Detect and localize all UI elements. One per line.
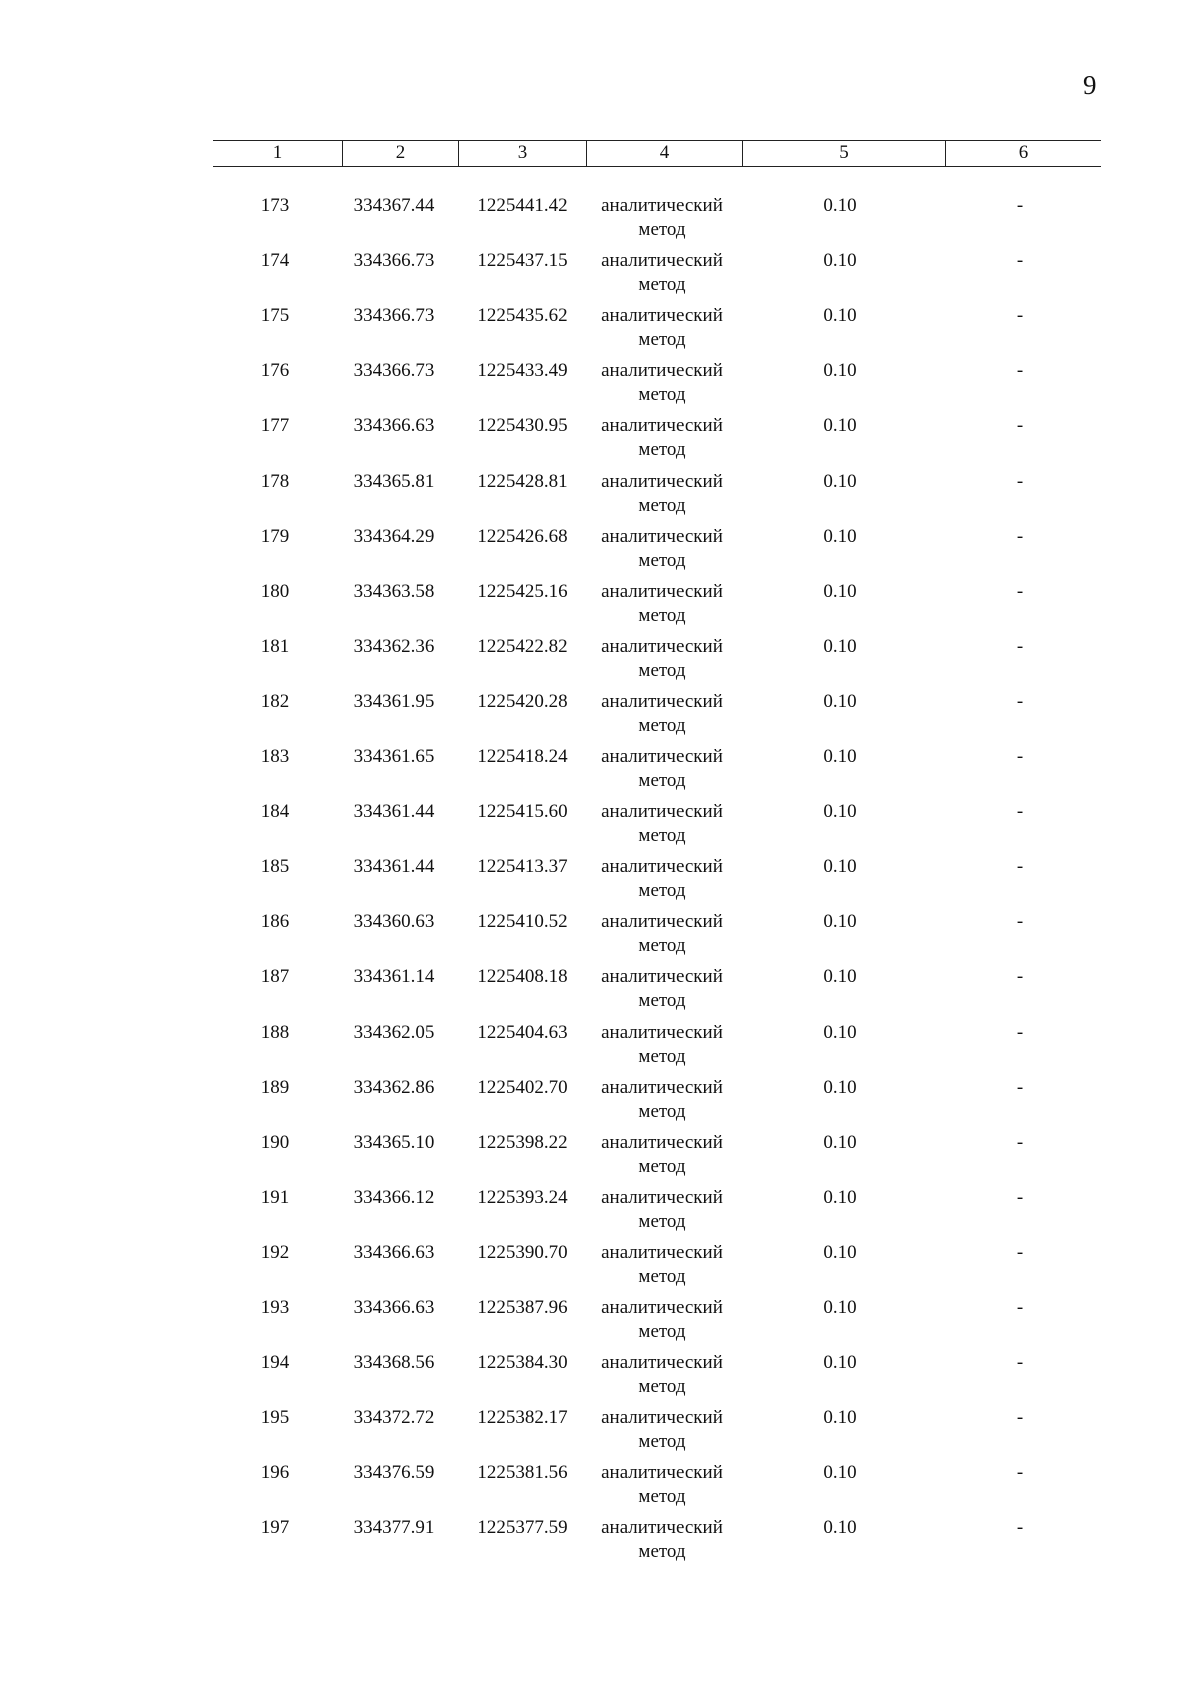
method-cell: аналитический метод — [601, 415, 723, 461]
y-coordinate-cell: 1225420.28 — [477, 690, 568, 712]
method-cell: аналитический метод — [601, 1352, 723, 1398]
x-coordinate-cell: 334362.36 — [353, 635, 435, 657]
note-cell: - — [1016, 415, 1024, 437]
table-row — [0, 1186, 1200, 1241]
method-cell: аналитический метод — [601, 250, 723, 296]
x-coordinate-cell: 334366.12 — [353, 1186, 435, 1208]
note-cell: - — [1016, 1186, 1024, 1208]
accuracy-cell: 0.10 — [823, 525, 857, 547]
accuracy-cell: 0.10 — [823, 305, 857, 327]
accuracy-cell: 0.10 — [823, 911, 857, 933]
method-cell: аналитический метод — [601, 525, 723, 571]
accuracy-cell: 0.10 — [823, 1297, 857, 1318]
point-number-cell: 176 — [260, 360, 290, 382]
y-coordinate-cell: 1225390.70 — [477, 1241, 568, 1263]
x-coordinate-cell: 334361.44 — [353, 856, 435, 878]
x-coordinate-cell: 334361.14 — [353, 966, 435, 988]
y-coordinate-cell: 1225437.15 — [477, 250, 568, 272]
y-coordinate-cell: 1225413.37 — [477, 856, 568, 878]
accuracy-cell: 0.10 — [823, 1407, 857, 1429]
table-row — [0, 1021, 1200, 1076]
x-coordinate-cell: 334366.73 — [353, 360, 435, 382]
table-row — [0, 745, 1200, 800]
table-row — [0, 910, 1200, 965]
point-number-cell: 179 — [260, 525, 290, 547]
point-number-cell: 184 — [260, 801, 290, 823]
method-cell: аналитический метод — [601, 1186, 723, 1232]
method-cell: аналитический метод — [601, 360, 723, 406]
point-number-cell: 182 — [260, 690, 290, 712]
point-number-cell: 194 — [260, 1352, 290, 1374]
column-header-1: 1 — [272, 142, 283, 163]
method-cell: аналитический метод — [601, 1131, 723, 1177]
x-coordinate-cell: 334366.73 — [353, 250, 435, 272]
method-cell: аналитический метод — [601, 1076, 723, 1122]
point-number-cell: 183 — [260, 746, 290, 767]
y-coordinate-cell: 1225422.82 — [477, 635, 568, 657]
y-coordinate-cell: 1225404.63 — [477, 1021, 568, 1043]
y-coordinate-cell: 1225384.30 — [477, 1352, 568, 1374]
table-row — [0, 800, 1200, 855]
column-header-4: 4 — [659, 142, 670, 163]
method-cell: аналитический метод — [601, 911, 723, 957]
x-coordinate-cell: 334365.81 — [353, 470, 435, 492]
accuracy-cell: 0.10 — [823, 856, 857, 878]
point-number-cell: 189 — [260, 1076, 290, 1098]
table-row — [0, 470, 1200, 525]
table-row — [0, 414, 1200, 469]
method-cell: аналитический метод — [601, 1297, 723, 1342]
accuracy-cell: 0.10 — [823, 1076, 857, 1098]
point-number-cell: 186 — [260, 911, 290, 933]
x-coordinate-cell: 334361.95 — [353, 690, 435, 712]
header-bottom-rule — [213, 166, 1101, 167]
note-cell: - — [1016, 250, 1024, 272]
point-number-cell: 191 — [260, 1186, 290, 1208]
accuracy-cell: 0.10 — [823, 801, 857, 823]
point-number-cell: 177 — [260, 415, 290, 437]
method-cell: аналитический метод — [601, 305, 723, 351]
y-coordinate-cell: 1225393.24 — [477, 1186, 568, 1208]
method-cell: аналитический метод — [601, 470, 723, 516]
y-coordinate-cell: 1225441.42 — [477, 195, 568, 216]
note-cell: - — [1016, 1407, 1024, 1429]
column-header-5: 5 — [839, 142, 849, 163]
note-cell: - — [1016, 1076, 1024, 1098]
note-cell: - — [1016, 1241, 1024, 1263]
accuracy-cell: 0.10 — [823, 690, 857, 712]
accuracy-cell: 0.10 — [823, 360, 857, 382]
method-cell: аналитический метод — [601, 801, 723, 847]
column-header-6: 6 — [1018, 142, 1029, 163]
y-coordinate-cell: 1225398.22 — [477, 1131, 568, 1153]
note-cell: - — [1016, 1352, 1024, 1374]
point-number-cell: 174 — [260, 250, 290, 272]
x-coordinate-cell: 334372.72 — [353, 1407, 435, 1429]
table-row — [0, 1076, 1200, 1131]
table-row — [0, 1461, 1200, 1516]
note-cell: - — [1016, 470, 1024, 492]
table-row — [0, 635, 1200, 690]
point-number-cell: 197 — [260, 1517, 290, 1539]
note-cell: - — [1016, 195, 1024, 216]
y-coordinate-cell: 1225430.95 — [477, 415, 568, 437]
y-coordinate-cell: 1225387.96 — [477, 1297, 568, 1318]
note-cell: - — [1016, 525, 1024, 547]
x-coordinate-cell: 334377.91 — [353, 1517, 435, 1539]
table-row — [0, 1296, 1200, 1351]
point-number-cell: 178 — [260, 470, 290, 492]
table-row — [0, 525, 1200, 580]
method-cell: аналитический метод — [601, 690, 723, 736]
x-coordinate-cell: 334365.10 — [353, 1131, 435, 1153]
x-coordinate-cell: 334361.65 — [353, 746, 435, 767]
accuracy-cell: 0.10 — [823, 470, 857, 492]
accuracy-cell: 0.10 — [823, 1241, 857, 1263]
method-cell: аналитический метод — [601, 1407, 723, 1453]
accuracy-cell: 0.10 — [823, 580, 857, 602]
accuracy-cell: 0.10 — [823, 1186, 857, 1208]
method-cell: аналитический метод — [601, 746, 723, 791]
table-row — [0, 1406, 1200, 1461]
accuracy-cell: 0.10 — [823, 746, 857, 767]
point-number-cell: 193 — [260, 1297, 290, 1318]
point-number-cell: 181 — [260, 635, 290, 657]
method-cell: аналитический метод — [601, 856, 723, 902]
note-cell: - — [1016, 690, 1024, 712]
note-cell: - — [1016, 1517, 1024, 1539]
point-number-cell: 195 — [260, 1407, 290, 1429]
point-number-cell: 188 — [260, 1021, 290, 1043]
accuracy-cell: 0.10 — [823, 1021, 857, 1043]
note-cell: - — [1016, 911, 1024, 933]
method-cell: аналитический метод — [601, 1462, 723, 1508]
note-cell: - — [1016, 1131, 1024, 1153]
table-row — [0, 1241, 1200, 1296]
column-header-2: 2 — [395, 142, 406, 163]
x-coordinate-cell: 334366.73 — [353, 305, 435, 327]
note-cell: - — [1016, 580, 1024, 602]
point-number-cell: 180 — [260, 580, 290, 602]
note-cell: - — [1016, 1021, 1024, 1043]
accuracy-cell: 0.10 — [823, 415, 857, 437]
accuracy-cell: 0.10 — [823, 966, 857, 988]
y-coordinate-cell: 1225426.68 — [477, 525, 568, 547]
accuracy-cell: 0.10 — [823, 195, 857, 216]
accuracy-cell: 0.10 — [823, 635, 857, 657]
accuracy-cell: 0.10 — [823, 250, 857, 272]
table-row — [0, 304, 1200, 359]
x-coordinate-cell: 334376.59 — [353, 1462, 435, 1484]
x-coordinate-cell: 334368.56 — [353, 1352, 435, 1374]
point-number-cell: 196 — [260, 1462, 290, 1484]
y-coordinate-cell: 1225381.56 — [477, 1462, 568, 1484]
y-coordinate-cell: 1225425.16 — [477, 580, 568, 602]
column-header-3: 3 — [517, 142, 528, 163]
y-coordinate-cell: 1225377.59 — [477, 1517, 568, 1539]
method-cell: аналитический метод — [601, 580, 723, 626]
y-coordinate-cell: 1225433.49 — [477, 360, 568, 382]
y-coordinate-cell: 1225428.81 — [477, 470, 568, 492]
method-cell: аналитический метод — [601, 1241, 723, 1287]
accuracy-cell: 0.10 — [823, 1352, 857, 1374]
y-coordinate-cell: 1225410.52 — [477, 911, 568, 933]
x-coordinate-cell: 334364.29 — [353, 525, 435, 547]
table-row — [0, 965, 1200, 1020]
accuracy-cell: 0.10 — [823, 1517, 857, 1539]
x-coordinate-cell: 334360.63 — [353, 911, 435, 933]
method-cell: аналитический метод — [601, 1021, 723, 1067]
table-row — [0, 855, 1200, 910]
y-coordinate-cell: 1225435.62 — [477, 305, 568, 327]
point-number-cell: 175 — [260, 305, 290, 327]
accuracy-cell: 0.10 — [823, 1462, 857, 1484]
method-cell: аналитический метод — [601, 1517, 723, 1563]
x-coordinate-cell: 334366.63 — [353, 1241, 435, 1263]
page-number: 9 — [1083, 70, 1097, 100]
method-cell: аналитический метод — [601, 966, 723, 1012]
x-coordinate-cell: 334362.86 — [353, 1076, 435, 1098]
note-cell: - — [1016, 1462, 1024, 1484]
note-cell: - — [1016, 360, 1024, 382]
table-row — [0, 1516, 1200, 1571]
x-coordinate-cell: 334361.44 — [353, 801, 435, 823]
point-number-cell: 187 — [260, 966, 290, 988]
table-row — [0, 194, 1200, 249]
y-coordinate-cell: 1225408.18 — [477, 966, 568, 988]
point-number-cell: 192 — [260, 1241, 290, 1263]
note-cell: - — [1016, 1297, 1024, 1318]
x-coordinate-cell: 334366.63 — [353, 415, 435, 437]
note-cell: - — [1016, 746, 1024, 767]
x-coordinate-cell: 334362.05 — [353, 1021, 435, 1043]
note-cell: - — [1016, 801, 1024, 823]
accuracy-cell: 0.10 — [823, 1131, 857, 1153]
table-row — [0, 359, 1200, 414]
note-cell: - — [1016, 635, 1024, 657]
y-coordinate-cell: 1225382.17 — [477, 1407, 568, 1429]
y-coordinate-cell: 1225418.24 — [477, 746, 568, 767]
y-coordinate-cell: 1225402.70 — [477, 1076, 568, 1098]
note-cell: - — [1016, 966, 1024, 988]
x-coordinate-cell: 334366.63 — [353, 1297, 435, 1318]
table-row — [0, 580, 1200, 635]
note-cell: - — [1016, 856, 1024, 878]
x-coordinate-cell: 334363.58 — [353, 580, 435, 602]
table-row — [0, 1351, 1200, 1406]
note-cell: - — [1016, 305, 1024, 327]
method-cell: аналитический метод — [601, 635, 723, 681]
point-number-cell: 185 — [260, 856, 290, 878]
y-coordinate-cell: 1225415.60 — [477, 801, 568, 823]
point-number-cell: 190 — [260, 1131, 290, 1153]
table-row — [0, 249, 1200, 304]
table-row — [0, 1131, 1200, 1186]
table-row — [0, 690, 1200, 745]
point-number-cell: 173 — [260, 195, 290, 216]
x-coordinate-cell: 334367.44 — [353, 195, 435, 216]
method-cell: аналитический метод — [601, 195, 723, 240]
